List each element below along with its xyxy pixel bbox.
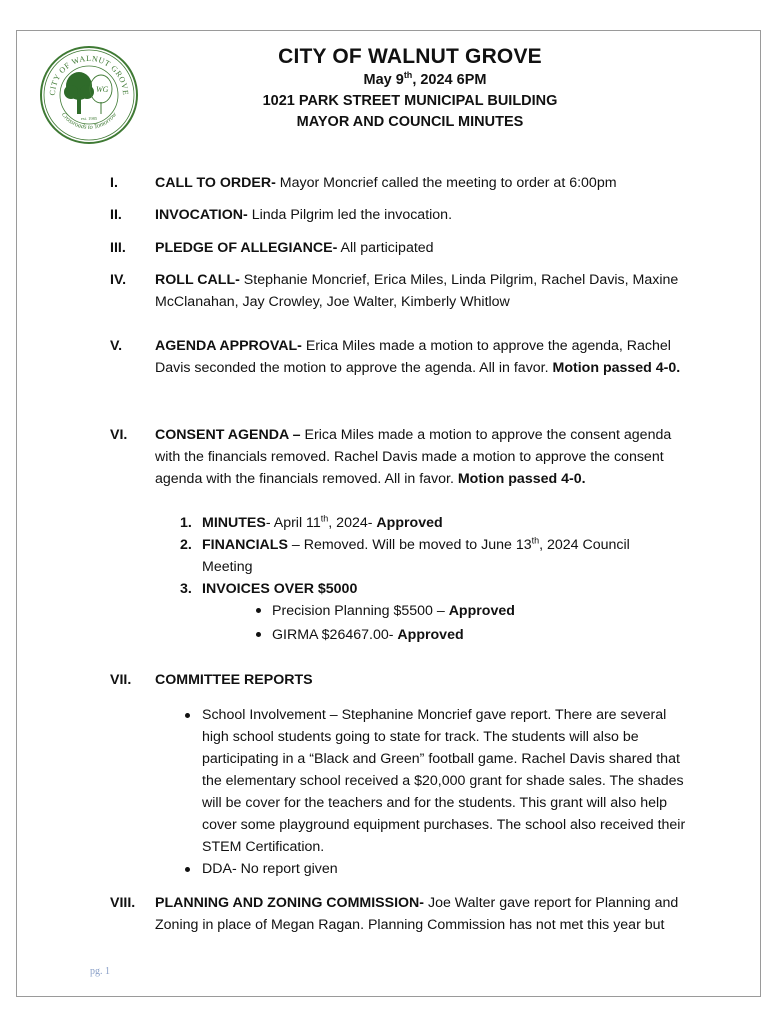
item-body: Stephanie Moncrief, Erica Miles, Linda Pilgrim, Rachel Davis, Maxine McClanahan, Jay Crowley, Joe Walter, Kimberly Whitlow: [155, 272, 679, 310]
item-heading: COMMITTEE REPORTS: [155, 672, 313, 688]
item-heading: PLANNING AND ZONING COMMISSION-: [155, 895, 425, 911]
item-number: VIII.: [110, 895, 136, 911]
date-text: May 9: [363, 72, 404, 88]
sub-number: 2.: [180, 537, 192, 553]
motion-result: Motion passed 4-0.: [457, 471, 586, 487]
bullet-icon: [256, 608, 261, 613]
sub-suffix: th: [320, 513, 329, 524]
item-number: VII.: [110, 672, 132, 688]
document-header: [180, 44, 640, 133]
bullet-icon: [256, 632, 261, 637]
date-time: , 2024 6PM: [412, 72, 487, 88]
consent-item-financials: [180, 534, 680, 578]
item-heading: AGENDA APPROVAL-: [155, 338, 302, 354]
sub-suffix: th: [531, 535, 540, 546]
report-school-involvement: School Involvement – Stephanine Moncrief gave report. There are several high school students going to state for track. The students will also be participating in a “Black and Green” football game. Rachel Davis shared that the elementary school received a $20,000 grant for shade sales. The shades will be cover for the teachers and for the students. This grant will also help cover some playground equipment purchases. The school also received their STEM Certification.: [202, 707, 686, 855]
item-number: III.: [110, 240, 126, 256]
meeting-location: 1021 PARK STREET MUNICIPAL BUILDING: [262, 93, 558, 109]
date-suffix: th: [403, 70, 413, 81]
motion-result: Motion passed 4-0.: [552, 360, 681, 376]
item-body: Joe Walter gave report for Planning and Zoning in place of Megan Ragan. Planning Commission has not met this year but: [155, 895, 679, 933]
meeting-date: [210, 70, 640, 91]
invoice-precision-planning: [272, 600, 515, 622]
item-number: II.: [110, 207, 122, 223]
seal-motto-text: Crossroads to Tomorrow: [59, 111, 119, 131]
item-body: All participated: [337, 240, 434, 256]
item-number: IV.: [110, 272, 127, 288]
item-heading: CONSENT AGENDA –: [155, 427, 301, 443]
item-body: Linda Pilgrim led the invocation.: [247, 207, 453, 223]
invoice-text: Precision Planning $5500 –: [272, 603, 449, 619]
sub-text: , 2024-: [328, 515, 377, 531]
invoice-result: Approved: [448, 603, 515, 619]
sub-heading: INVOICES OVER $5000: [202, 581, 358, 597]
sub-heading: FINANCIALS: [202, 537, 288, 553]
item-heading: PLEDGE OF ALLEGIANCE-: [155, 240, 338, 256]
item-number: V.: [110, 338, 123, 354]
seal-established: est. 1985: [80, 116, 98, 121]
consent-item-minutes: [180, 512, 680, 534]
item-heading: ROLL CALL-: [155, 272, 240, 288]
item-body: Mayor Moncrief called the meeting to order at 6:00pm: [275, 175, 617, 191]
seal-top-text: CITY OF WALNUT GROVE: [47, 53, 131, 96]
invoice-text: GIRMA $26467.00-: [272, 627, 398, 643]
sub-result: Approved: [376, 515, 443, 531]
report-dda: DDA- No report given: [202, 861, 338, 877]
bullet-icon: [185, 713, 190, 718]
city-seal-logo: [38, 44, 140, 146]
item-number: VI.: [110, 427, 128, 443]
item-body: Erica Miles made a motion to approve the consent agenda with the financials removed. Rachel Davis made a motion to approve the consent agenda with the financials removed. All in favor.: [155, 427, 672, 487]
sub-continuation: Meeting: [202, 559, 253, 575]
sub-text: - April 11: [265, 515, 321, 531]
invoice-girma: [272, 624, 464, 646]
invoice-result: Approved: [397, 627, 464, 643]
bullet-icon: [185, 867, 190, 872]
item-heading: INVOCATION-: [155, 207, 248, 223]
city-title: CITY OF WALNUT GROVE: [278, 45, 542, 68]
seal-monogram: WG: [96, 85, 109, 94]
sub-text: , 2024 Council: [539, 537, 630, 553]
sub-number: 3.: [180, 581, 192, 597]
page-number: pg. 1: [90, 966, 110, 977]
sub-heading: MINUTES: [202, 515, 266, 531]
item-number: I.: [110, 175, 118, 191]
item-body: Erica Miles made a motion to approve the agenda, Rachel Davis seconded the motion to approve the agenda. All in favor.: [155, 338, 671, 376]
sub-text: – Removed. Will be moved to June 13: [287, 537, 532, 553]
tree-icon: [64, 72, 94, 114]
consent-item-invoices: [180, 578, 680, 600]
item-heading: CALL TO ORDER-: [155, 175, 276, 191]
sub-number: 1.: [180, 515, 192, 531]
document-subtitle: MAYOR AND COUNCIL MINUTES: [296, 114, 524, 130]
